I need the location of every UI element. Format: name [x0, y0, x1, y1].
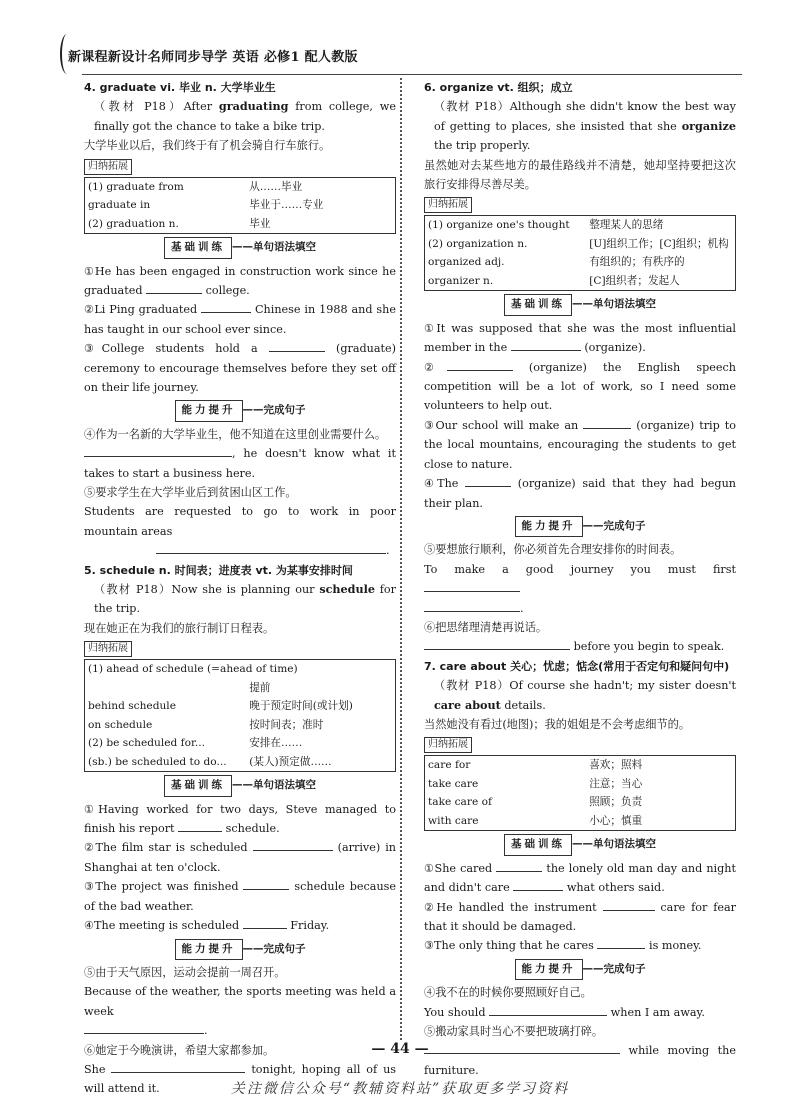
answer-blank[interactable]	[111, 1060, 245, 1073]
exercise-item: ⑤要想旅行顺利，你必须首先合理安排你的时间表。	[424, 543, 682, 557]
right-column: 6. organize vt. 组织；成立 （教材 P18）Although she didn't know the best way of getting to places, she insisted that she organize the trip properly. 虽然她对去某些地方的最佳路线并不清楚，她却坚持要把这次旅行安排得尽善尽美。 归纳拓展 (1) organize one's thought 整理某人的思绪 (2) organization n. [U]组织工作；[C]组织；机构 organized adj. 有组织的；有秩序的 organizer n. [C]组织者；发起人 基础训练 ——单句语法填空 ①It was supposed that she was the most influential member in the (organize). ② (organize) the English speech competition will be a lot of work, so I need some volunteers to help out. ③Our school will make an (organize) trip to the local mountains, encouraging the students to get close to nature. ④The (organize) said that they had begun their plan. 能力提升 ——完成句子 ⑤要想旅行顺利，你必须首先合理安排你的时间表。 To make a good journey you must first . ⑥把思绪理清楚再说话。 before you begin to speak. 7. care about 关心；忧虑；惦念(常用于否定句和疑问句中) （教材 P18）Of course she hadn't; my sister doesn't care about details. 当然她没有看过(地图)；我的姐姐是不会考虑细节的。 归纳拓展 care for 喜欢；照料 take care 注意；当心 take care of 照顾；负责 with care 小心；慎重 基础训练 ——单句语法填空 ①She cared the lonely old man day and night and didn't care what others said. ②He handled the instrument care for fear that it should be damaged. ③The only thing that he cares is money. 能力提升 ——完成句子 ④我不在的时候你要照顾好自己。 You should when I am away. ⑤搬动家具时当心不要把玻璃打碎。 while moving the furniture.	[424, 78, 736, 1080]
exercise-item: ②He handled the instrument care for fear that it should be damaged.	[424, 898, 736, 937]
exercise-item: ③Our school will make an (organize) trip to the local mountains, encouraging the students to get close to nature.	[424, 416, 736, 474]
ability-drill-label: 能力提升 ——完成句子	[424, 516, 736, 537]
extension-tag: 归纳拓展	[424, 737, 472, 753]
page-number: — 44 —	[371, 1041, 429, 1057]
exercise-item: ①He has been engaged in construction work since he graduated college.	[84, 264, 396, 297]
extension-tag: 归纳拓展	[84, 159, 132, 175]
exercise-item: ②The film star is scheduled (arrive) in Shanghai at ten o'clock.	[84, 838, 396, 877]
section-title: 4. graduate vi. 毕业 n. 大学毕业生	[84, 81, 276, 94]
answer-blank[interactable]	[424, 637, 570, 650]
answer-blank[interactable]	[583, 416, 631, 429]
section-title: 6. organize vt. 组织；成立	[424, 81, 573, 94]
exercise-item: ④The meeting is scheduled Friday.	[84, 916, 396, 935]
exercise-item: ⑤要求学生在大学毕业后到贫困山区工作。	[84, 486, 297, 499]
section-title: 7. care about 关心；忧虑；惦念(常用于否定句和疑问句中)	[424, 659, 730, 673]
exercise-item: before you begin to speak.	[424, 637, 736, 656]
answer-blank[interactable]	[269, 339, 325, 352]
left-column: 4. graduate vi. 毕业 n. 大学毕业生 （教材 P18）After graduating from college, we finally got the chance to take a bike trip. 大学毕业以后，我们终于有了机会骑自行车旅行。 归纳拓展 (1) graduate from 从……毕业 graduate in 毕业于……专业 (2) graduation n. 毕业 基础训练 ——单句语法填空 ①He has been engaged in construction work since he graduated college. ②Li Ping graduated Chinese in 1988 and she has taught in our school ever since. ③College students hold a (graduate) ceremony to encourage themselves before they set off on their life journey. 能力提升 ——完成句子 ④作为一名新的大学毕业生，他不知道在这里创业需要什么。 , he doesn't know what it takes to start a business here. ⑤要求学生在大学毕业后到贫困山区工作。 Students are requested to go to work in poor mountain areas . 5. schedule n. 时间表；进度表 vt. 为某事安排时间 （教材 P18）Now she is planning our schedule for the trip. 现在她正在为我们的旅行制订日程表。 归纳拓展 (1) ahead of schedule (=ahead of time) 提前 behind schedule 晚于预定时间(或计划) on schedule 按时间表；准时 (2) be scheduled for... 安排在…… (sb.) be scheduled to do... (某人)预定做…… 基础训练 ——单句语法填空 ①Having worked for two days, Steve managed to finish his report schedule. ②The film star is scheduled (arrive) in Shanghai at ten o'clock. ③The project was finished schedule because of the bad weather. ④The meeting is scheduled Friday. 能力提升 ——完成句子 ⑤由于天气原因，运动会提前一周召开。 Because of the weather, the sports meeting was held a week . ⑥她定于今晚演讲，希望大家都参加。 She tonight, hoping all of us will attend it.	[84, 78, 396, 1099]
answer-blank[interactable]	[243, 916, 287, 929]
basic-drill-label: 基础训练 ——单句语法填空	[84, 237, 396, 258]
example-translation: 当然她没有看过(地图)；我的姐姐是不会考虑细节的。	[424, 717, 691, 731]
exercise-item: To make a good journey you must first	[424, 560, 736, 599]
exercise-item: ⑤搬动家具时当心不要把玻璃打碎。	[424, 1025, 604, 1039]
exercise-item: ⑥她定于今晚演讲，希望大家都参加。	[84, 1043, 275, 1057]
exercise-item: ② (organize) the English speech competition will be a lot of work, so I need some volunteers to help out.	[424, 358, 736, 416]
answer-blank[interactable]	[424, 579, 520, 592]
answer-blank[interactable]	[253, 838, 333, 851]
answer-blank[interactable]	[201, 300, 251, 313]
exercise-item: , he doesn't know what it takes to start a business here.	[84, 444, 396, 483]
exercise-item: ④我不在的时候你要照顾好自己。	[424, 986, 592, 1000]
textbook-example: （教材 P18）Although she didn't know the best way of getting to places, she insisted that she organize the trip properly.	[434, 100, 736, 153]
example-translation: 大学毕业以后，我们终于有了机会骑自行车旅行。	[84, 139, 331, 153]
exercise-item: ③The project was finished schedule because of the bad weather.	[84, 877, 396, 916]
exercise-item: ④作为一名新的大学毕业生，他不知道在这里创业需要什么。	[84, 427, 387, 441]
textbook-example: （教材 P18）After graduating from college, we finally got the chance to take a bike trip.	[94, 99, 396, 133]
answer-blank[interactable]	[424, 599, 520, 612]
extension-tag: 归纳拓展	[84, 641, 132, 657]
answer-blank[interactable]	[489, 1003, 607, 1016]
answer-blank[interactable]	[146, 281, 202, 294]
exercise-item: ③The only thing that he cares is money.	[424, 936, 736, 955]
exercise-item: ④The (organize) said that they had begun their plan.	[424, 474, 736, 513]
ability-drill-label: 能力提升 ——完成句子	[84, 400, 396, 421]
extension-table: (1) ahead of schedule (=ahead of time) 提前 behind schedule 晚于预定时间(或计划) on schedule 按时间表；准时 (2) be scheduled for... 安排在…… (sb.) be scheduled to do... (某人)预定做……	[84, 659, 396, 772]
extension-tag: 归纳拓展	[424, 197, 472, 213]
example-translation: 现在她正在为我们的旅行制订日程表。	[84, 621, 275, 635]
exercise-item: ①Having worked for two days, Steve managed to finish his report schedule.	[84, 802, 396, 836]
exercise-item: ②Li Ping graduated Chinese in 1988 and she has taught in our school ever since.	[84, 300, 396, 339]
answer-blank[interactable]	[597, 936, 645, 949]
extension-table: (1) graduate from 从……毕业 graduate in 毕业于……专业 (2) graduation n. 毕业	[84, 177, 396, 235]
header-rule	[82, 74, 742, 75]
exercise-item: ①She cared the lonely old man day and night and didn't care what others said.	[424, 859, 736, 898]
extension-table: care for 喜欢；照料 take care 注意；当心 take care of 照顾；负责 with care 小心；慎重	[424, 755, 736, 831]
exercise-item: Because of the weather, the sports meeting was held a week	[84, 985, 396, 1018]
basic-drill-label: 基础训练 ——单句语法填空	[424, 294, 736, 315]
ability-drill-label: 能力提升 ——完成句子	[424, 959, 736, 980]
exercise-item: Students are requested to go to work in poor mountain areas	[84, 505, 396, 538]
exercise-item: ⑥把思绪理清楚再说话。	[424, 620, 548, 634]
example-translation: 虽然她对去某些地方的最佳路线并不清楚，她却坚持要把这次旅行安排得尽善尽美。	[424, 158, 736, 192]
answer-blank[interactable]	[496, 859, 542, 872]
textbook-example: （教材 P18）Of course she hadn't; my sister doesn't care about details.	[434, 679, 736, 712]
ability-drill-label: 能力提升 ——完成句子	[84, 939, 396, 960]
answer-blank[interactable]	[511, 338, 581, 351]
answer-blank[interactable]	[465, 474, 511, 487]
page-header: 新课程新设计名师同步导学 英语 必修1 配人教版	[68, 50, 358, 65]
exercise-item: ③College students hold a (graduate) ceremony to encourage themselves before they set off on their life journey.	[84, 339, 396, 397]
column-divider	[400, 78, 402, 1040]
answer-blank[interactable]	[243, 877, 289, 890]
textbook-example: （教材 P18）Now she is planning our schedule for the trip.	[94, 582, 396, 616]
answer-blank[interactable]	[513, 878, 563, 891]
footer-note: 关注微信公众号“教辅资料站”获取更多学习资料	[230, 1081, 570, 1097]
answer-blank[interactable]	[447, 358, 513, 371]
exercise-item: You should when I am away.	[424, 1003, 736, 1022]
section-title: 5. schedule n. 时间表；进度表 vt. 为某事安排时间	[84, 563, 353, 577]
answer-blank[interactable]	[84, 444, 232, 457]
answer-blank[interactable]	[603, 898, 655, 911]
answer-blank[interactable]	[156, 541, 386, 554]
basic-drill-label: 基础训练 ——单句语法填空	[424, 834, 736, 855]
exercise-item: ①It was supposed that she was the most influential member in the (organize).	[424, 321, 736, 355]
exercise-item: She tonight, hoping all of us will attend it.	[84, 1060, 396, 1099]
exercise-item: ⑤由于天气原因，运动会提前一周召开。	[84, 965, 286, 979]
answer-blank[interactable]	[178, 819, 222, 832]
basic-drill-label: 基础训练 ——单句语法填空	[84, 775, 396, 796]
exercise-item: while moving the furniture.	[424, 1041, 736, 1080]
answer-blank[interactable]	[84, 1021, 204, 1034]
extension-table: (1) organize one's thought 整理某人的思绪 (2) organization n. [U]组织工作；[C]组织；机构 organized adj. 有组织的；有秩序的 organizer n. [C]组织者；发起人	[424, 215, 736, 291]
